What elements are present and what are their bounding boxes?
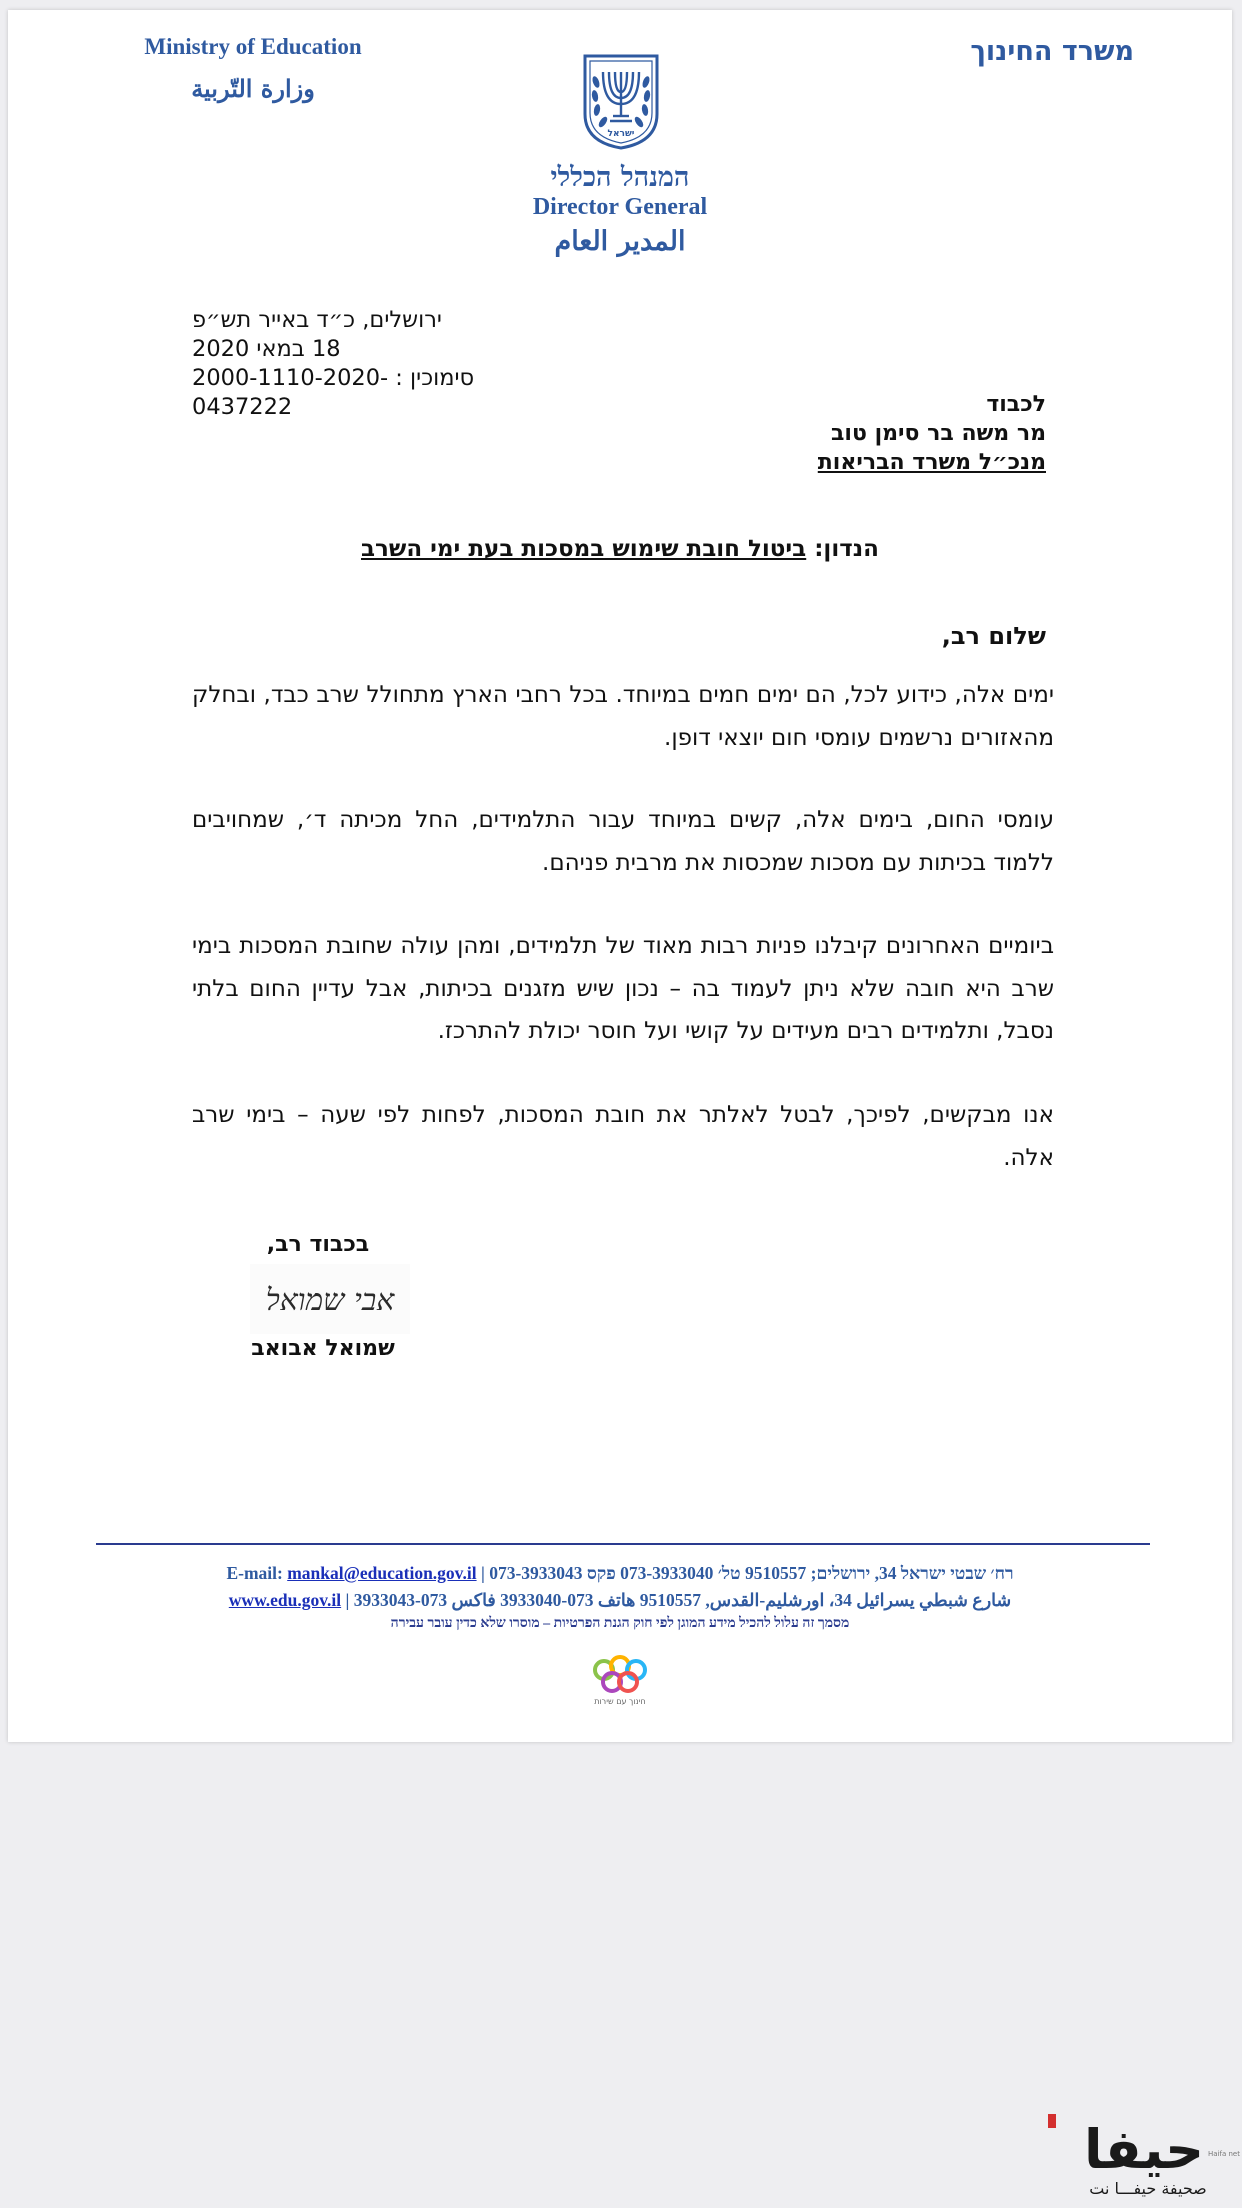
subject-label: הנדון: [814,536,879,562]
footer-contact-arabic [8,1590,1232,1611]
signer-name: שמואל אבואב [251,1336,395,1361]
footer-privacy-notice: מסמך זה עלול להכיל מידע המוגן לפי חוק הגנת הפרטיות – מוסרו שלא כדין עובר עבירה [390,1616,850,1631]
recipient-name: מר משה בר סימן טוב [831,421,1046,446]
state-emblem-icon [581,52,661,150]
recipient-honor: לכבוד [986,392,1046,417]
footer-address-arabic: شارع شبطي يسرائيل 34، اورشليم-القدس, 9510557 هاتف 073-3933040 فاكس 073-3933043 | [345,1590,1012,1610]
director-general-english: Director General [532,194,708,220]
education-logo-caption: חינוך עם שירות [594,1697,646,1706]
date-hebrew: ירושלים, כ״ד באייר תש״פ [192,307,442,333]
footer-divider [96,1543,1150,1545]
footer-contact-hebrew [8,1563,1232,1584]
director-general-arabic: المدير العام [554,226,686,257]
recipient-title: מנכ״ל משרד הבריאות [817,450,1046,475]
emblem-caption: ישראל [607,129,635,139]
footer-website-link[interactable]: www.edu.gov.il [228,1590,342,1610]
ministry-name-english: Ministry of Education [144,34,362,59]
ministry-name-arabic: وزارة التّربية [191,74,315,103]
director-general-hebrew: המנהל הכללי [550,162,690,193]
watermark-subtitle: صحيفة حيفـــا نت [1089,2179,1207,2198]
body-paragraph: ימים אלה, כידוע לכל, הם ימים חמים במיוחד. בכל רחבי הארץ מתחולל שרב כבד, ובחלק מהאזורים נרשמים עומסי חום יוצאי דופן. [192,682,1054,751]
subject-text: ביטול חובת שימוש במסכות בעת ימי השרב [361,536,807,562]
body-paragraph: אנו מבקשים, לפיכך, לבטל לאלתר את חובת המסכות, לפחות לפי שעה – בימי שרב אלה. [192,1102,1054,1171]
footer-address-hebrew: רח׳ שבטי ישראל 34, ירושלים; 9510557 טל׳ 073-3933040 פקס 073-3933043 | [480,1563,1014,1583]
signature-scribble: אבי שמואל [265,1283,395,1318]
signature-image [250,1264,410,1334]
letter-page [8,10,1232,1742]
closing-regards: בכבוד רב, [266,1232,370,1257]
greeting: שלום רב, [941,622,1046,650]
watermark-brand: حيفا [1083,2118,1205,2181]
body-paragraph: עומסי החום, בימים אלה, קשים במיוחד עבור התלמידים, החל מכיתה ד׳, שמחויבים ללמוד בכיתות עם מסכות שמכסות את מרבית פניהם. [192,807,1054,876]
subject-line [8,536,1232,562]
date-gregorian: 18 במאי 2020 [192,336,341,362]
haifa-net-logo-icon [1048,2106,1240,2202]
ministry-name-hebrew: משרד החינוך [970,36,1134,67]
footer-email-link[interactable]: mankal@education.gov.il [287,1563,477,1583]
body-paragraph: ביומיים האחרונים קיבלנו פניות רבות מאוד של תלמידים, ומהן עולה שחובת המסכות בימי שרב היא חובה שלא ניתן לעמוד בה – נכון שיש מזגנים בכיתות, אבל עדיין החום בלתי נסבל, ותלמידים רבים מעידים על קושי ועל חוסר יכולת להתרכז. [192,933,1054,1044]
footer-email-label: E-mail: [226,1563,283,1583]
reference-number: סימוכין : 2000-1110-2020-0437222 [192,365,475,420]
recipient-block [446,390,1046,477]
education-service-logo-icon [584,1652,656,1708]
watermark-latin: Haifa net [1208,2150,1240,2158]
